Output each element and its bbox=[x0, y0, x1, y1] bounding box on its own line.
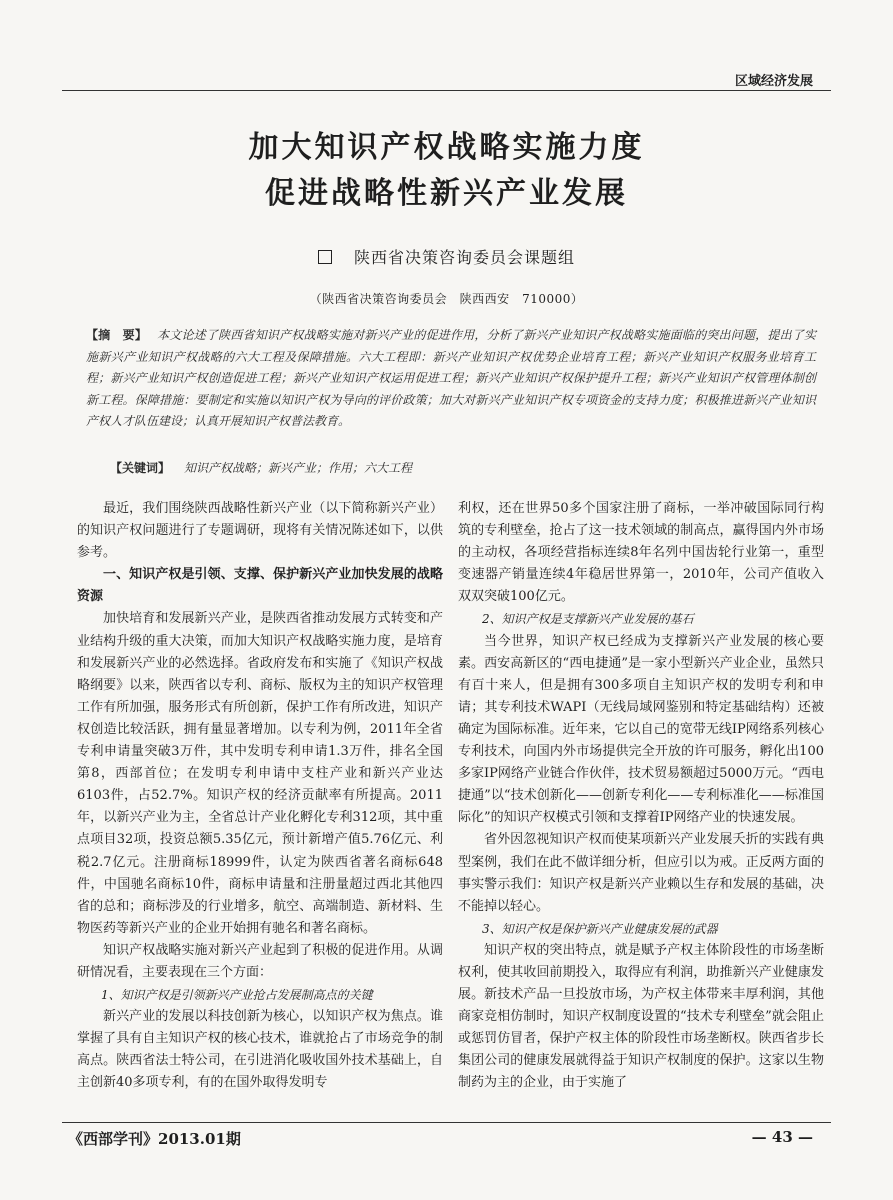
paragraph: 知识产权的突出特点，就是赋予产权主体阶段性的市场垄断权利，使其收回前期投入，取得应有利润，助推新兴产业健康发展。新技术产品一旦投放市场，为产权主体带来丰厚利润，其他商家竞相仿制时，知识产权制度设置的“技术专利壁垒”就会阻止或惩罚仿冒者，保护产权主体的阶段性市场垄断权。陕西省步长集团公司的健康发展就得益于知识产权制度的保护。这家以生物制药为主的企业，由于实施了 bbox=[458, 942, 824, 1091]
subsection-heading: 3、知识产权是保护新兴产业健康发展的武器 bbox=[482, 921, 718, 936]
right-column bbox=[458, 498, 824, 1095]
paragraph: 利权，还在世界50多个国家注册了商标，一举冲破国际同行构筑的专利壁垒，抢占了这一技术领域的制高点，赢得国内外市场的主动权，各项经营指标连续8年名列中国齿轮行业第一，重型变速器产销量连续4年稳居世界第一，2010年，公司产值收入双双突破100亿元。 bbox=[458, 501, 824, 605]
keywords-label: 【关键词】 bbox=[110, 461, 171, 475]
section-tag: 区域经济发展 bbox=[734, 74, 813, 89]
keywords-text: 知识产权战略；新兴产业；作用；六大工程 bbox=[184, 461, 413, 475]
title-line-1: 加大知识产权战略实施力度 bbox=[248, 130, 645, 165]
author-name: 陕西省决策咨询委员会课题组 bbox=[353, 248, 575, 267]
footer-rule bbox=[62, 1122, 831, 1123]
page-number: — 43 — bbox=[751, 1128, 813, 1146]
subsection-heading: 2、知识产权是支撑新兴产业发展的基石 bbox=[482, 612, 694, 627]
journal-issue: 《西部学刊》2013.01期 bbox=[68, 1130, 241, 1148]
abstract-label: 【摘 要】 bbox=[86, 328, 148, 342]
box-bullet-icon bbox=[318, 250, 332, 264]
article-title bbox=[0, 125, 893, 217]
paragraph: 加快培育和发展新兴产业，是陕西省推动发展方式转变和产业结构升级的重大决策，而加大知识产权战略实施力度，是培育和发展新兴产业的必然选择。省政府发布和实施了《知识产权战略纲要》以来，陕西省以专利、商标、版权为主的知识产权管理工作有所加强，服务形式有所创新，保护工作有所改进，知识产权创造比较活跃，拥有量显著增加。以专利为例，2011年全省专利申请量突破3万件，其中发明专利申请1.3万件，排名全国第8，西部首位；在发明专利申请中支柱产业和新兴产业达6103件，占52.7%。知识产权的经济贡献率有所提高。2011年，以新兴产业为主，全省总计产业化孵化专利312项，其中重点项目32项，投资总额5.35亿元，预计新增产值5.76亿元、利税2.7亿元。注册商标18999件，认定为陕西省著名商标648件，中国驰名商标10件，商标申请量和注册量超过西北其他四省的总和；商标涉及的行业增多，航空、高端制造、新材料、生物医药等新兴产业的企业开始拥有驰名和著名商标。 bbox=[77, 611, 443, 936]
paragraph: 知识产权战略实施对新兴产业起到了积极的促进作用。从调研情况看，主要表现在三个方面： bbox=[77, 942, 443, 980]
left-column bbox=[77, 498, 443, 1095]
affiliation: （陕西省决策咨询委员会 陕西西安 710000） bbox=[309, 292, 584, 306]
section-heading: 一、知识产权是引领、支撑、保护新兴产业加快发展的战略资源 bbox=[77, 567, 443, 605]
author-line bbox=[0, 245, 893, 268]
subsection-heading: 1、知识产权是引领新兴产业抢占发展制高点的关键 bbox=[101, 988, 373, 1003]
abstract-text: 本文论述了陕西省知识产权战略实施对新兴产业的促进作用，分析了新兴产业知识产权战略实施面临的突出问题，提出了实施新兴产业知识产权战略的六大工程及保障措施。六大工程即：新兴产业知识产权优势企业培育工程；新兴产业知识产权服务业培育工程；新兴产业知识产权创造促进工程；新兴产业知识产权运用促进工程；新兴产业知识产权保护提升工程；新兴产业知识产权管理体制创新工程。保障措施：要制定和实施以知识产权为导向的评价政策；加大对新兴产业知识产权专项资金的支持力度；积极推进新兴产业知识产权人才队伍建设；认真开展知识产权普法教育。 bbox=[86, 328, 816, 428]
paragraph: 当今世界，知识产权已经成为支撑新兴产业发展的核心要素。西安高新区的“西电捷通”是一家小型新兴产业企业，虽然只有百十来人，但是拥有300多项自主知识产权的发明专利和申请；其专利技术WAPI（无线局域网鉴别和特定基础结构）还被确定为国际标准。近年来，它以自己的宽带无线IP网络系列核心专利技术，向国内外市场提供完全开放的许可服务，孵化出100多家IP网络产业链合作伙伴，技术贸易额超过5000万元。“西电捷通”以“技术创新化——创新专利化——专利标准化——标准国际化”的知识产权模式引领和支撑着IP网络产业的快速发展。 bbox=[458, 633, 824, 826]
abstract bbox=[86, 325, 816, 433]
header-rule bbox=[62, 90, 831, 91]
keywords bbox=[110, 459, 810, 476]
paragraph: 省外因忽视知识产权而使某项新兴产业发展夭折的实践有典型案例，我们在此不做详细分析，但应引以为戒。正反两方面的事实警示我们：知识产权是新兴产业赖以生存和发展的基础，决不能掉以轻心。 bbox=[458, 832, 824, 914]
paragraph: 新兴产业的发展以科技创新为核心，以知识产权为焦点。谁掌握了具有自主知识产权的核心技术，谁就抢占了市场竞争的制高点。陕西省法士特公司，在引进消化吸收国外技术基础上，自主创新40多项专利，有的在国外取得发明专 bbox=[77, 1009, 443, 1091]
paragraph: 最近，我们围绕陕西战略性新兴产业（以下简称新兴产业）的知识产权问题进行了专题调研，现将有关情况陈述如下，以供参考。 bbox=[77, 501, 443, 561]
title-line-2: 促进战略性新兴产业发展 bbox=[265, 176, 628, 211]
